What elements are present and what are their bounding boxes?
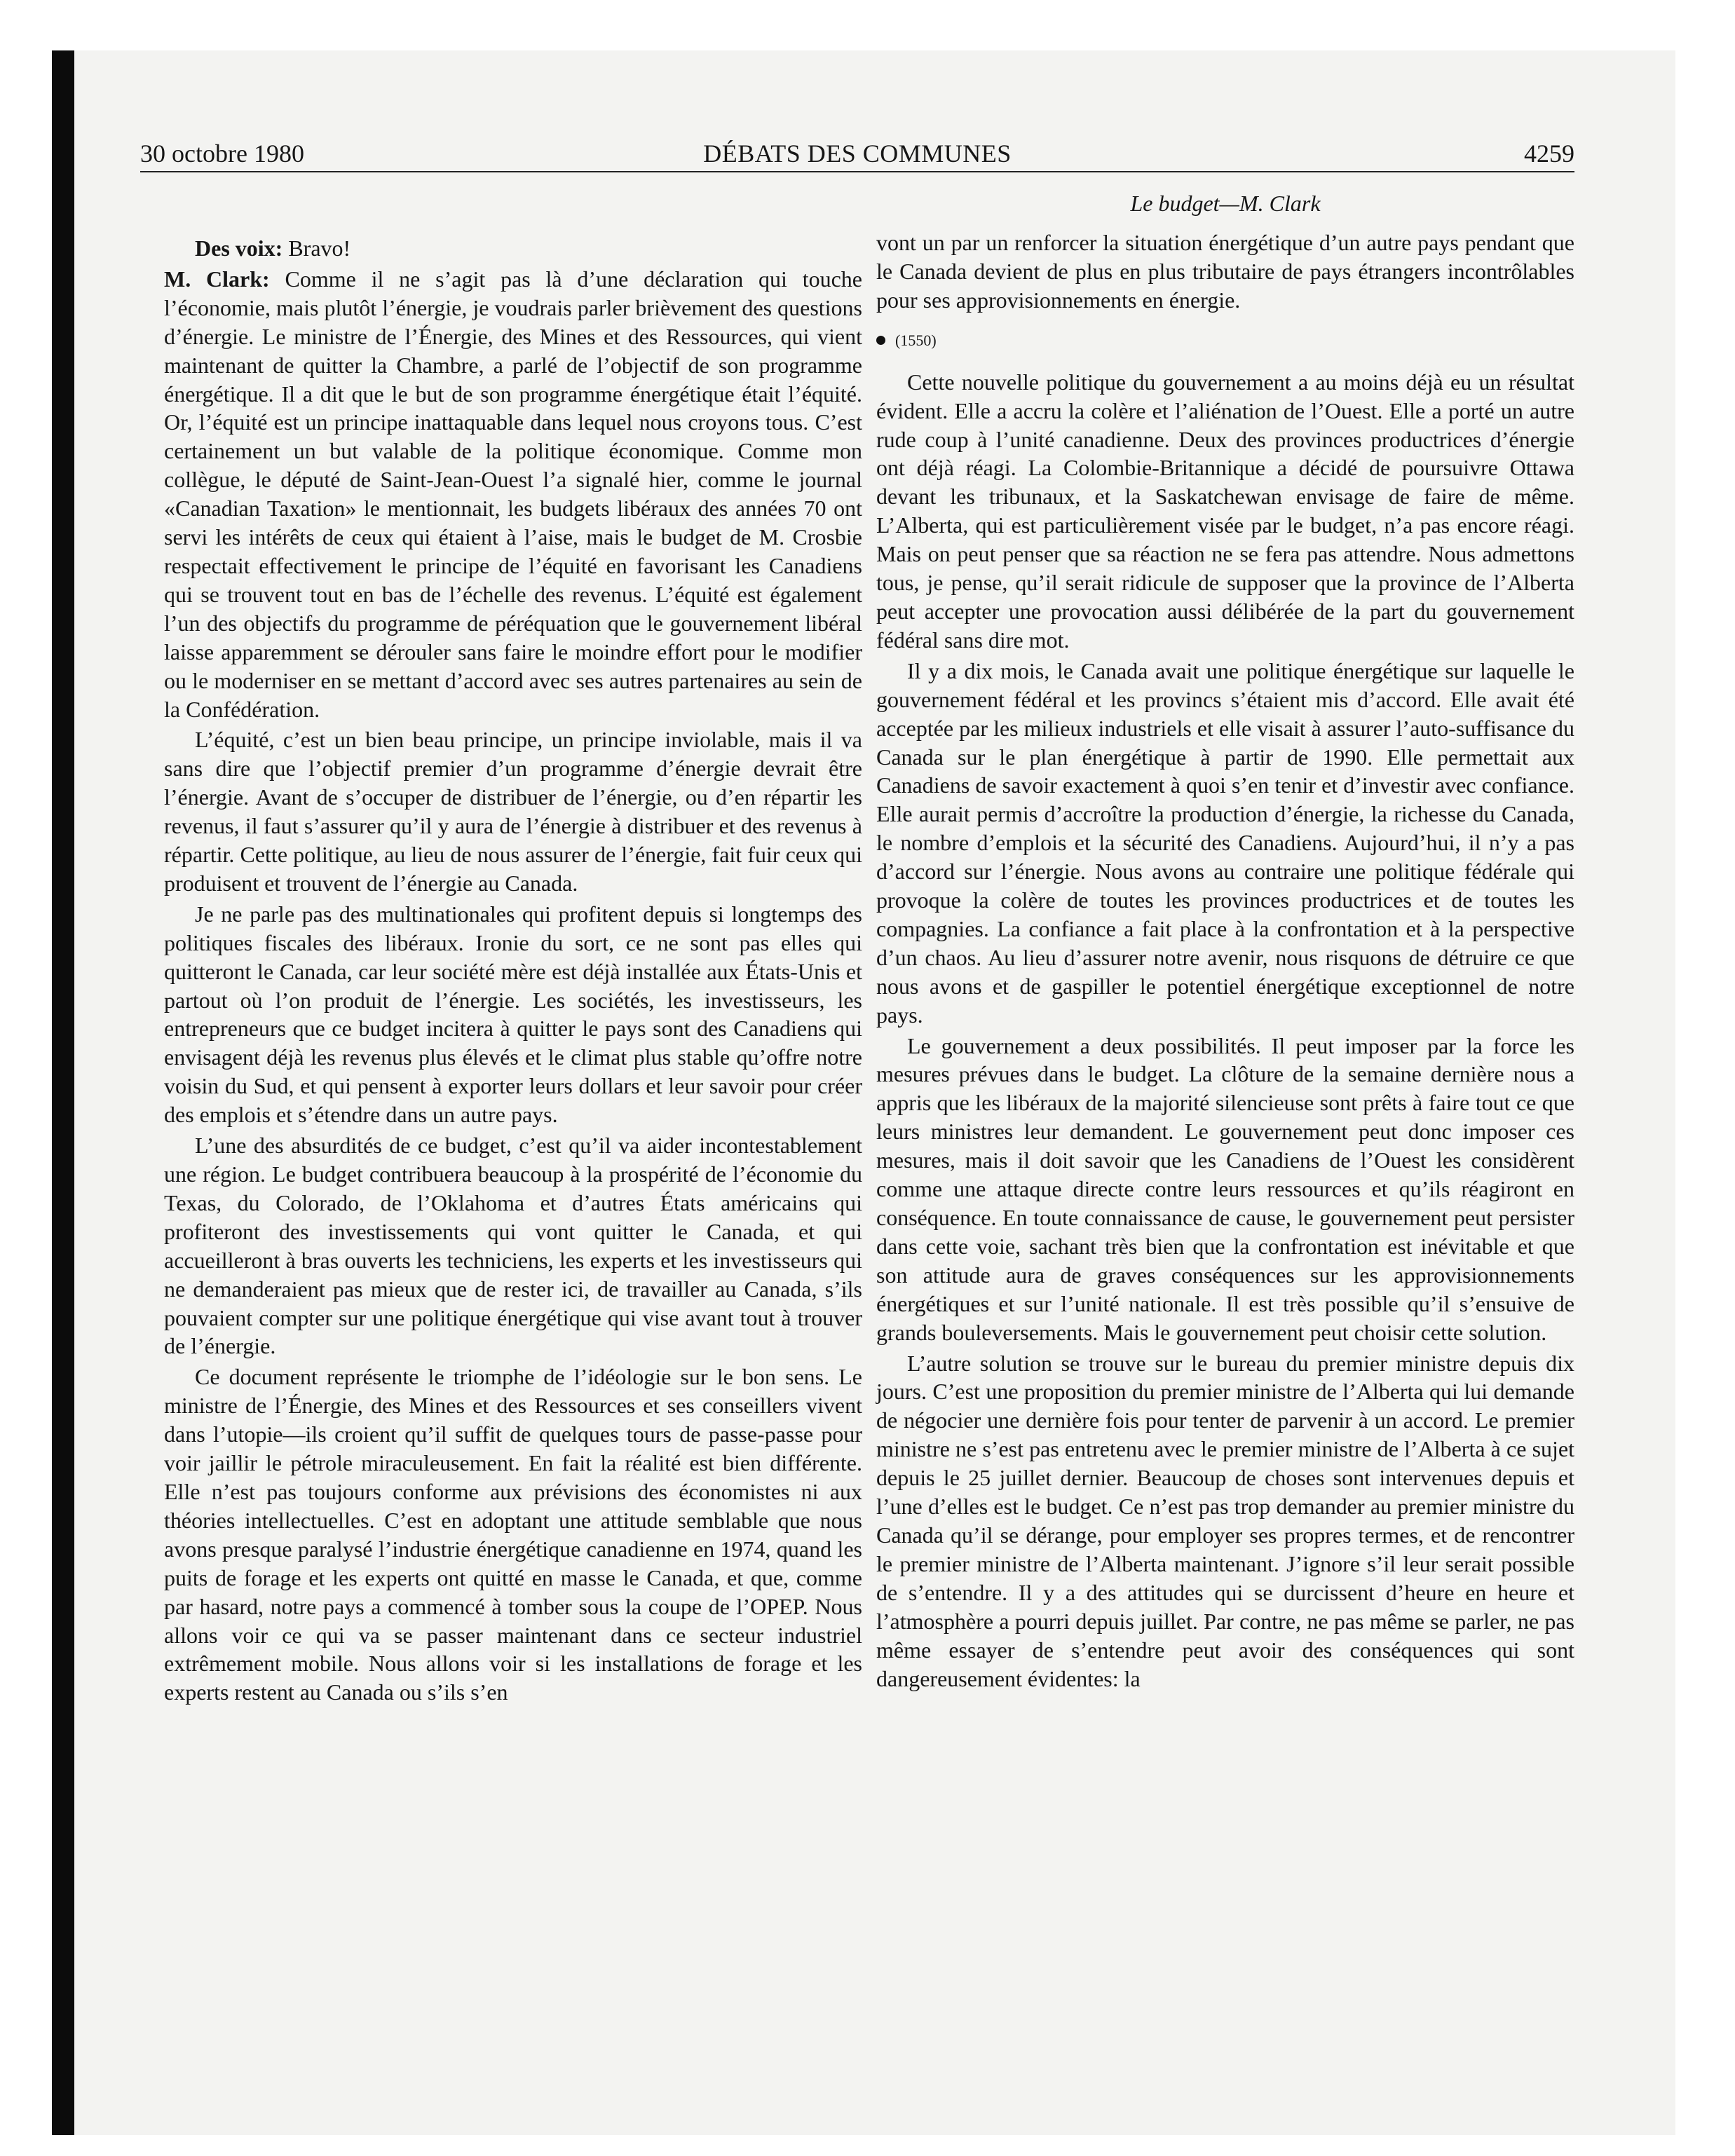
paragraph: Je ne parle pas des multinationales qui profitent depuis si longtemps des politiques fiscales des libéraux. Ironie du sort, ce ne sont pas elles qui quitteront le Canada, car leur société mère est déjà installée aux États-Unis et partout où l’on produit de l’énergie. Les sociétés, les investisseurs, les entrepreneurs que ce budget incitera à quitter le pays sont des Canadiens qui envisagent déjà les revenus plus élevés et le climat plus stable qu’offre notre voisin du Sud, et qui pensent à exporter leurs dollars et leur savoir pour créer des emplois et s’étendre dans un autre pays. [164,901,862,1128]
header-rule [140,171,1574,172]
speaker-name: Des voix: [195,236,283,261]
paragraph: Le gouvernement a deux possibilités. Il peut imposer par la force les mesures prévues dans le budget. La clôture de la semaine dernière nous a appris que les libéraux de la majorité silencieuse sont prêts à faire tout ce que leurs ministres leur demandent. Le gouvernement peut donc imposer ces mesures, mais il doit savoir que les Canadiens de l’Ouest les considèrent comme une attaque directe contre leurs ressources et qu’ils réagiront en conséquence. En toute connaissance de cause, le gouvernement peut persister dans cette voie, sachant très bien que la confrontation est inévitable et que son attitude aura de graves conséquences sur les approvisionnements énergétiques et sur l’unité nationale. Il est très possible qu’il s’ensuive de grands bouleversements. Mais le gouvernement peut choisir cette solution. [876,1032,1574,1345]
page-number: 4259 [1524,139,1574,168]
paragraph: vont un par un renforcer la situation énergétique d’un autre pays pendant que le Canada devient de plus en plus tributaire de pays étrangers incontrôlables pour ses approvisionnements en énergie. [876,230,1574,313]
paragraph: L’une des absurdités de ce budget, c’est qu’il va aider incontestablement une région. Le budget contribuera beaucoup à la prospérité de l’économie du Texas, du Colorado, de l’Oklahoma et d’autres États américains qui profiteront des investissements qui vont quitter le Canada, et qui accueilleront à bras ouverts les techniciens, les experts et les investisseurs qui ne demanderaient pas mieux que de rester ici, de travailler au Canada, s’ils pouvaient compter sur une politique énergétique qui vise avant tout à trouver de l’énergie. [164,1133,862,1359]
header-date: 30 octobre 1980 [140,139,304,168]
paragraph [164,234,862,263]
paragraph: L’autre solution se trouve sur le bureau du premier ministre depuis dix jours. C’est une proposition du premier ministre de l’Alberta qui lui demande de négocier une dernière fois pour tenter de parvenir à un accord. Le premier ministre ne s’est pas entretenu avec le premier ministre de l’Alberta à ce sujet depuis le 25 juillet dernier. Beaucoup de choses sont intervenues depuis et l’une d’elles est le budget. Ce n’est pas trop demander au premier ministre du Canada qu’il se dérange, pour employer ses propres termes, et de rencontrer le premier ministre de l’Alberta maintenant. J’ignore s’il leur serait possible de s’entendre. Il y a des attitudes qui se durcissent d’heure en heure et l’atmosphère a pourri depuis juillet. Par contre, ne pas même se parler, ne pas même essayer de s’entendre peut avoir des conséquences qui sont dangereusement évidentes: la [876,1350,1574,1691]
speech-text: Bravo! [283,236,351,261]
header-title: DÉBATS DES COMMUNES [703,139,1012,168]
left-column [164,228,862,1709]
running-head: Le budget—M. Clark [1130,191,1321,216]
speech-text: Comme il ne s’agit pas là d’une déclaration qui touche l’économie, mais plutôt l’énergie, je voudrais parler brièvement des questions d’énergie. Le ministre de l’Énergie, des Mines et des Ressources, qui vient maintenant de quitter la Chambre, a parlé de l’objectif de son programme énergétique. Il a dit que le but de son programme énergétique était l’équité. Or, l’équité est un principe inattaquable dans lequel nous croyons tous. C’est certainement un but valable de la politique économique. Comme mon collègue, le député de Saint-Jean-Ouest l’a signalé hier, comme le journal «Canadian Taxation» le mentionnait, les budgets libéraux des années 70 ont servi les intérêts de ceux qui étaient à l’aise, mais le budget de M. Crosbie respectait effectivement le principe de l’équité en favorisant les Canadiens qui se trouvent tout en bas de l’échelle des revenus. L’équité est également l’un des objectifs du programme de péréquation que le gouvernement libéral laisse apparemment se dérouler sans faire le moindre effort pour le modifier ou le moderniser en se mettant d’accord avec ses autres partenaires au sein de la Confédération. [164,266,863,722]
paragraph: Cette nouvelle politique du gouvernement a au moins déjà eu un résultat évident. Elle a accru la colère et l’aliénation de l’Ouest. Elle a porté un autre rude coup à l’unité canadienne. Deux des provinces productrices d’énergie ont déjà réagi. La Colombie-Britannique a décidé de poursuivre Ottawa devant les tribunaux, et la Saskatchewan envisage de faire de même. L’Alberta, qui est particulièrement visée par le budget, n’a pas encore réagi. Mais on peut penser que sa réaction ne se fera pas attendre. Nous admettons tous, je pense, qu’il serait ridicule de supposer que la province de l’Alberta peut accepter une provocation aussi délibérée de la part du gouvernement fédéral sans dire mot. [876,369,1574,653]
paragraph [164,265,862,724]
time-marker [876,330,1574,351]
paragraph: L’équité, c’est un bien beau principe, un principe inviolable, mais il va sans dire que l’objectif premier d’un programme d’énergie devrait être l’énergie. Avant de s’occuper de distribuer de l’énergie, ou d’en répartir les revenus, il faut s’assurer qu’il y aura de l’énergie à distribuer et des revenus à répartir. Cette politique, au lieu de nous assurer de l’énergie, fait fuir ceux qui produisent et trouvent de l’énergie au Canada. [164,727,862,896]
speaker-name: M. Clark: [164,266,270,292]
paragraph: Ce document représente le triomphe de l’idéologie sur le bon sens. Le ministre de l’Énergie, des Mines et des Ressources et ses conseillers vivent dans l’utopie—ils croient qu’il suffit de quelques tours de passe-passe pour voir jaillir le pétrole miraculeusement. En fait la réalité est bien différente. Elle n’est pas toujours conforme aux prévisions des économistes ni aux théories intellectuelles. C’est en adoptant une attitude semblable que nous avons presque paralysé l’industrie énergétique canadienne en 1974, quand les puits de forage et les experts ont quitté en masse le Canada, et que, comme par hasard, notre pays a commencé à tomber sous la coupe de l’OPEP. Nous allons voir ce qui va se passer maintenant dans ce secteur industriel extrêmement mobile. Nous allons voir si les installations de forage et les experts restent au Canada ou s’ils s’en [164,1364,862,1705]
bullet-dot-icon [876,336,885,345]
binding-edge [52,50,74,2135]
right-column [876,228,1574,1695]
page-header [140,137,1574,170]
time-marker-label: (1550) [895,331,937,349]
paragraph: Il y a dix mois, le Canada avait une politique énergétique sur laquelle le gouvernement fédéral et les provincs s’étaient mis d’accord. Elle avait été acceptée par les milieux industriels et elle visait à assurer l’auto-suffisance du Canada sur le plan énergétique à partir de 1990. Elle permettait aux Canadiens de savoir exactement à quoi s’en tenir et d’investir avec confiance. Elle aurait permis d’accroître la production d’énergie, la richesse du Canada, le nombre d’emplois et la sécurité des Canadiens. Aujourd’hui, il n’y a pas d’accord sur l’énergie. Nous avons au contraire une politique fédérale qui provoque la colère de toutes les provinces productrices et de toutes les compagnies. La confiance a fait place à la confrontation et à la perspective d’un chaos. Au lieu d’assurer notre avenir, nous risquons de détruire ce que nous avons et de gaspiller le potentiel énergétique exceptionnel de notre pays. [876,657,1574,1028]
